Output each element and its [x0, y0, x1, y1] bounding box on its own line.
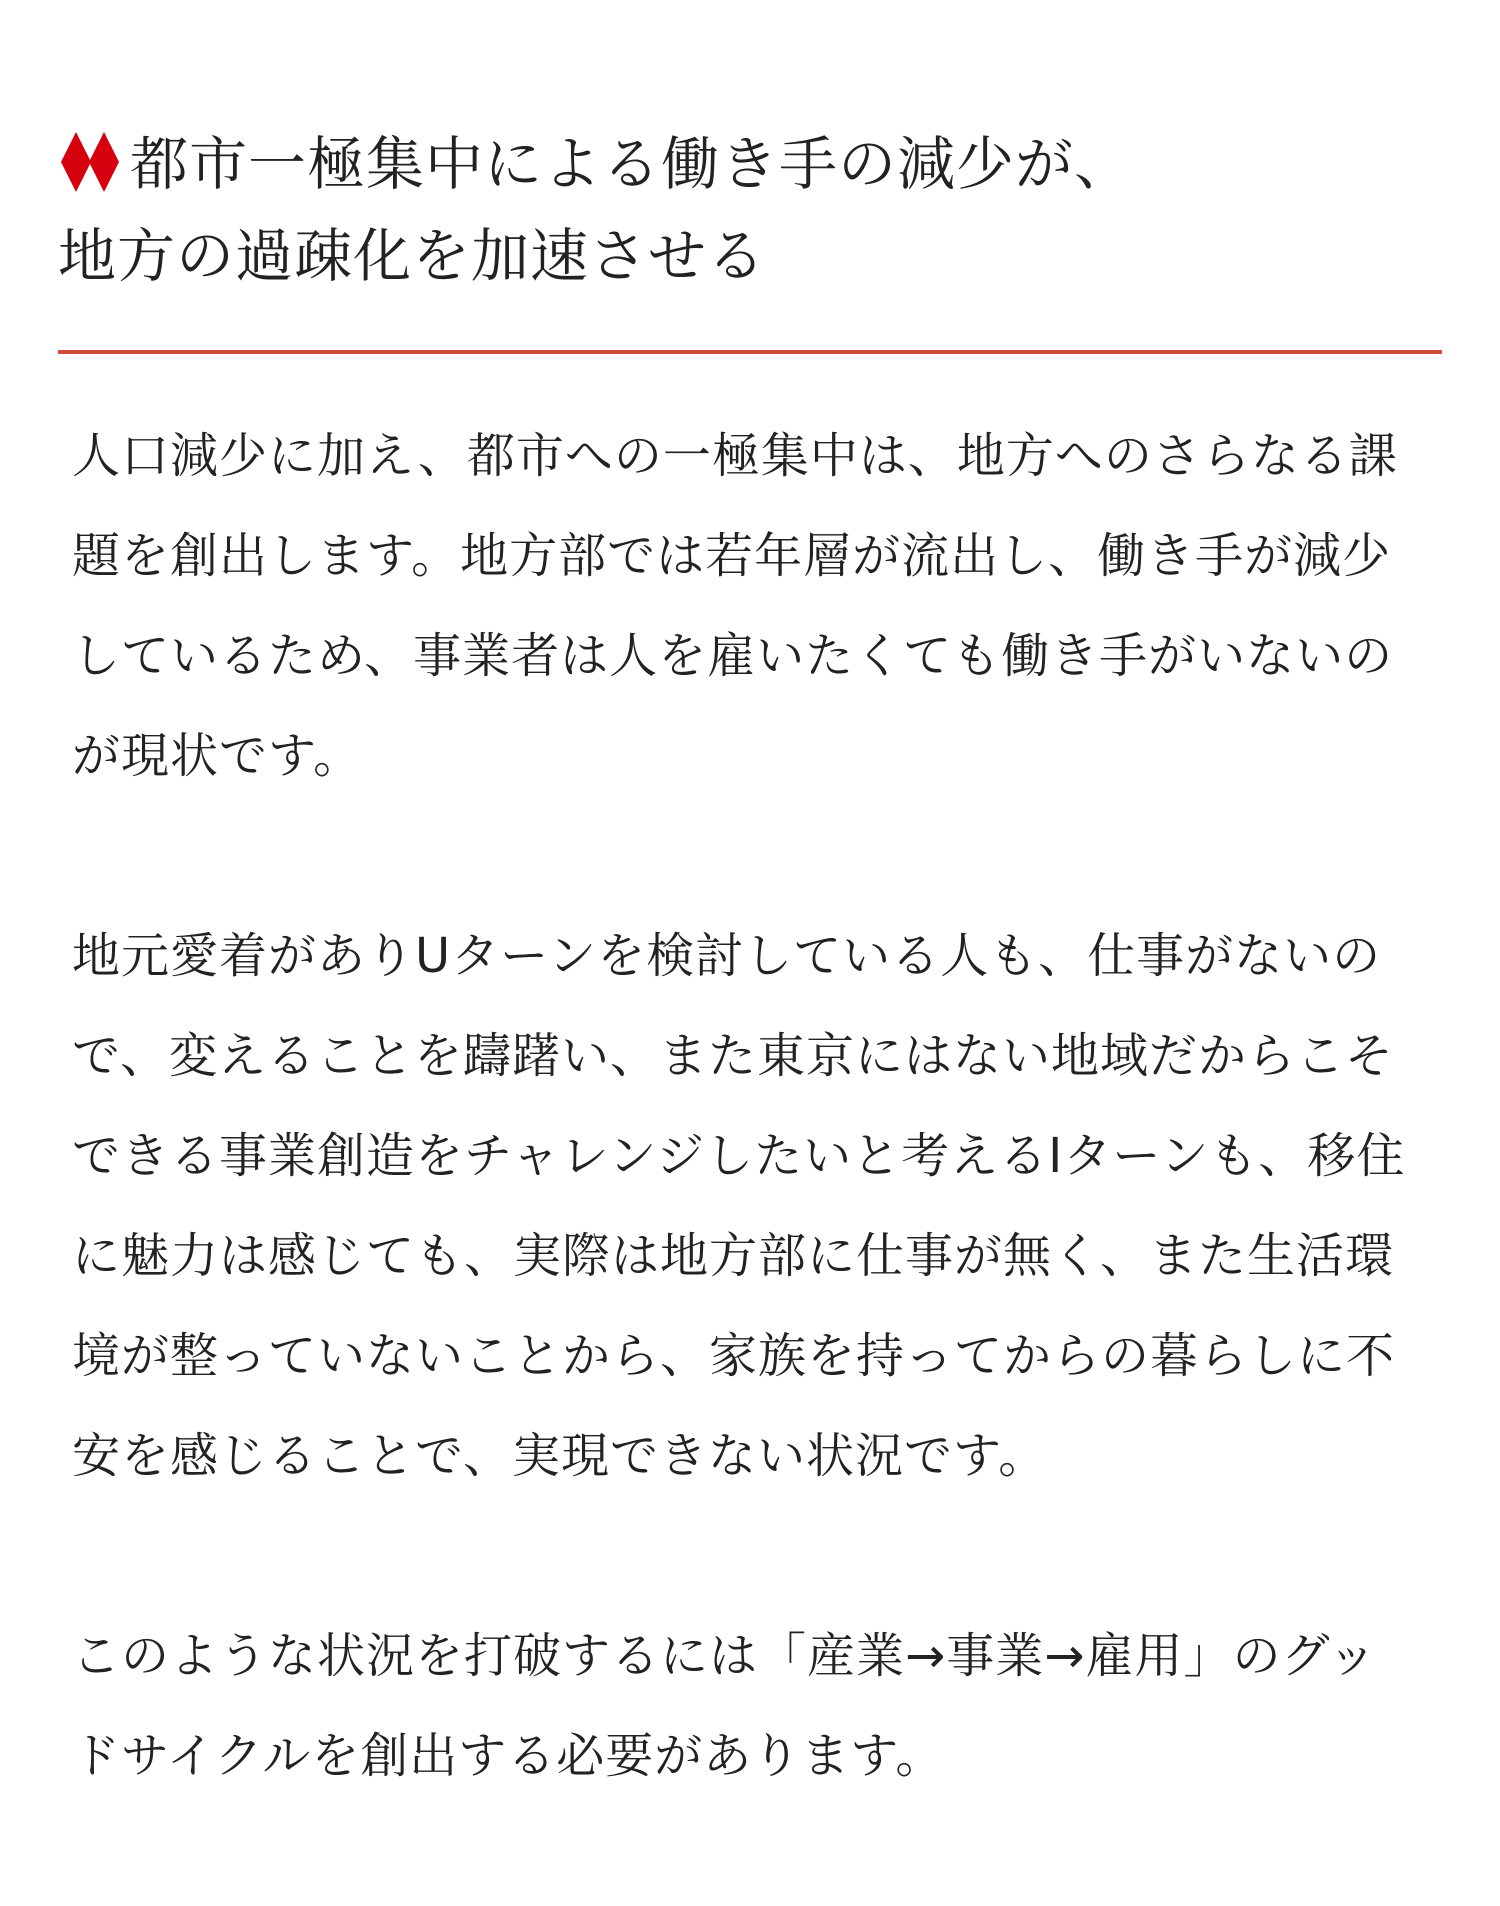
article-section [58, 118, 1442, 1906]
section-heading [58, 118, 1442, 302]
paragraph-1 [72, 406, 1434, 806]
paragraph-line: 人口減少に加え、都市への一極集中は、地方へのさらなる課 [72, 428, 1398, 484]
paragraph-3 [72, 1606, 1434, 1806]
paragraph-line: が現状です。 [72, 728, 363, 784]
heading-line-2: 地方の過疎化を加速させる [58, 222, 767, 290]
paragraph-line: しているため、事業者は人を雇いたくても働き手がいないの [72, 628, 1394, 684]
red-diamond-icon [58, 130, 122, 194]
paragraph-line: 境が整っていないことから、家族を持ってからの暮らしに不 [72, 1328, 1396, 1384]
paragraph-line: このような状況を打破するには「産業→事業→雇用」のグッ [72, 1628, 1378, 1684]
heading-line-1: 都市一極集中による働き手の減少が、 [130, 130, 1134, 198]
paragraph-line: 地元愛着がありUターンを検討している人も、仕事がないの [72, 928, 1382, 984]
paragraph-line: ドサイクルを創出する必要があります。 [72, 1728, 945, 1784]
paragraph-line: 題を創出します。地方部では若年層が流出し、働き手が減少 [72, 528, 1392, 584]
paragraph-line: に魅力は感じても、実際は地方部に仕事が無く、また生活環 [72, 1228, 1395, 1284]
paragraph-line: 安を感じることで、実現できない状況です。 [72, 1428, 1048, 1484]
paragraph-line: で、変えることを躊躇い、また東京にはない地域だからこそ [72, 1028, 1395, 1084]
paragraph-2 [72, 906, 1434, 1506]
heading-divider [58, 350, 1442, 354]
article-body [58, 406, 1442, 1806]
paragraph-line: できる事業創造をチャレンジしたいと考えるIターンも、移住 [72, 1128, 1406, 1184]
